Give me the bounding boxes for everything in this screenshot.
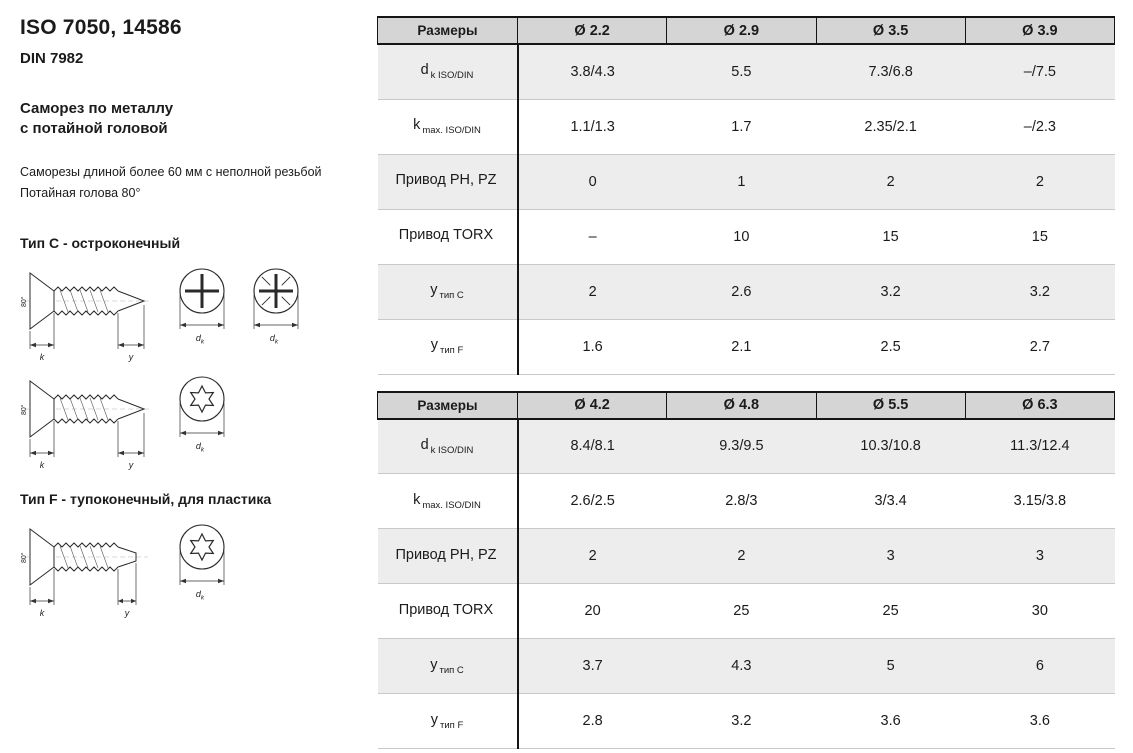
- table-row: [378, 44, 1115, 99]
- dk-dimension-label: [196, 441, 205, 454]
- dk-label-main: d: [269, 333, 275, 344]
- spec-value: 15: [816, 209, 965, 264]
- row-label-sub: тип C: [439, 664, 464, 676]
- row-label: [378, 99, 518, 154]
- product-description: [20, 162, 365, 206]
- type-c-drawing-row-1: [20, 261, 365, 365]
- row-label: [378, 639, 518, 694]
- spec-value: 2: [667, 529, 816, 584]
- spec-value: 10.3/10.8: [816, 419, 965, 474]
- row-label-main: k: [413, 117, 421, 133]
- spec-value: 20: [518, 584, 667, 639]
- row-label-main: y: [430, 282, 438, 298]
- product-name-line1: Саморез по металлу: [20, 100, 174, 117]
- table-header-row: [378, 392, 1115, 419]
- y-dimension-label: y: [124, 608, 130, 619]
- spec-value: –/7.5: [965, 44, 1114, 99]
- row-label-main: Привод PH, PZ: [395, 546, 497, 563]
- row-label-main: Привод TORX: [398, 601, 494, 618]
- row-label-main: d: [420, 62, 429, 79]
- spec-value: 2.6/2.5: [518, 474, 667, 529]
- spec-value: –: [518, 209, 667, 264]
- dk-label-sub: k: [200, 446, 205, 454]
- head-angle-label: 80°: [21, 404, 28, 416]
- left-panel: [20, 14, 365, 749]
- spec-value: 8.4/8.1: [518, 419, 667, 474]
- ph-drive-head-drawing: [170, 261, 234, 353]
- spec-value: 2.8/3: [667, 474, 816, 529]
- spec-table-small-diameters: [377, 16, 1115, 375]
- row-label: [378, 44, 518, 99]
- row-label: [378, 264, 518, 319]
- spec-value: 2.5: [816, 319, 965, 374]
- row-label-sub: k ISO/DIN: [430, 444, 474, 456]
- spec-value: 9.3/9.5: [667, 419, 816, 474]
- spec-value: 3.6: [965, 694, 1114, 749]
- row-label-sub: max. ISO/DIN: [422, 499, 481, 511]
- spec-value: 3.2: [816, 264, 965, 319]
- row-label-main: Привод TORX: [398, 227, 494, 243]
- row-label-main: y: [430, 337, 438, 353]
- dk-label-main: d: [195, 441, 201, 452]
- spec-value: 5: [816, 639, 965, 694]
- dk-label-sub: k: [274, 338, 279, 346]
- spec-value: 0: [518, 154, 667, 209]
- spec-value: 3.15/3.8: [965, 474, 1114, 529]
- row-label: [378, 584, 518, 639]
- row-label: [378, 529, 518, 584]
- spec-value: 3: [965, 529, 1114, 584]
- spec-value: 3.7: [518, 639, 667, 694]
- dk-label-main: d: [195, 333, 201, 344]
- description-line2: Потайная голова 80°: [20, 186, 141, 201]
- spec-value: 15: [965, 209, 1114, 264]
- spec-value: 6: [965, 639, 1114, 694]
- k-dimension-label: k: [39, 352, 45, 363]
- spec-value: –/2.3: [965, 99, 1114, 154]
- table-row: [378, 209, 1115, 264]
- type-f-heading: Тип F - тупоконечный, для пластика: [20, 491, 272, 508]
- spec-value: 2: [518, 264, 667, 319]
- row-label-sub: k ISO/DIN: [430, 70, 474, 82]
- screw-side-drawing-type-c: [20, 261, 160, 365]
- table-header-row: [378, 17, 1115, 44]
- spec-value: 3.2: [965, 264, 1114, 319]
- y-dimension-label: y: [128, 352, 134, 363]
- spec-value: 2: [816, 154, 965, 209]
- head-angle-label: 80°: [21, 552, 28, 564]
- column-header-diameter: Ø 3.5: [816, 17, 965, 44]
- row-label-main: k: [413, 491, 421, 508]
- column-header-diameter: Ø 2.2: [518, 17, 667, 44]
- row-label: [378, 154, 518, 209]
- spec-value: 10: [667, 209, 816, 264]
- product-name: [20, 99, 365, 140]
- spec-value: 1: [667, 154, 816, 209]
- spec-value: 2.1: [667, 319, 816, 374]
- spec-value: 2.8: [518, 694, 667, 749]
- column-header-diameter: Ø 5.5: [816, 392, 965, 419]
- table-row: [378, 474, 1115, 529]
- row-label: [378, 319, 518, 374]
- spec-value: 3.8/4.3: [518, 44, 667, 99]
- torx-drive-head-drawing: [170, 517, 234, 609]
- type-c-drawing-row-2: [20, 369, 365, 473]
- table-header-label: Размеры: [378, 17, 518, 44]
- spec-value: 7.3/6.8: [816, 44, 965, 99]
- row-label-main: y: [430, 711, 438, 728]
- type-c-heading: Тип C - остроконечный: [20, 235, 181, 252]
- table-row: [378, 264, 1115, 319]
- table-row: [378, 99, 1115, 154]
- table-header-label: Размеры: [378, 392, 518, 419]
- row-label: [378, 694, 518, 749]
- spec-value: 1.7: [667, 99, 816, 154]
- dk-label-sub: k: [200, 338, 205, 346]
- k-dimension-label: k: [39, 460, 45, 471]
- row-label-sub: max. ISO/DIN: [422, 125, 481, 136]
- type-f-drawing-row: [20, 517, 365, 621]
- spec-value: 3/3.4: [816, 474, 965, 529]
- table-row: [378, 584, 1115, 639]
- spec-value: 25: [667, 584, 816, 639]
- screw-side-drawing-type-c-torx: [20, 369, 160, 473]
- k-dimension-label: k: [39, 608, 45, 619]
- torx-drive-head-drawing: [170, 369, 234, 461]
- dk-label-sub: k: [200, 594, 205, 602]
- spec-value: 4.3: [667, 639, 816, 694]
- pz-drive-head-drawing: [244, 261, 308, 353]
- table-row: [378, 529, 1115, 584]
- row-label: [378, 209, 518, 264]
- row-label-main: d: [420, 436, 429, 453]
- column-header-diameter: Ø 2.9: [667, 17, 816, 44]
- din-standard: DIN 7982: [20, 50, 84, 67]
- row-label-main: Привод PH, PZ: [395, 172, 497, 188]
- dk-dimension-label: [270, 333, 279, 346]
- spec-value: 30: [965, 584, 1114, 639]
- row-label: [378, 419, 518, 474]
- spec-value: 2.35/2.1: [816, 99, 965, 154]
- row-label-main: y: [430, 656, 438, 673]
- dk-label-main: d: [195, 589, 201, 600]
- column-header-diameter: Ø 4.2: [518, 392, 667, 419]
- spec-value: 3: [816, 529, 965, 584]
- row-label-sub: тип F: [440, 345, 464, 356]
- column-header-diameter: Ø 4.8: [667, 392, 816, 419]
- spec-value: 25: [816, 584, 965, 639]
- spec-table-large-diameters: [377, 391, 1115, 750]
- spec-value: 1.6: [518, 319, 667, 374]
- table-row: [378, 154, 1115, 209]
- table-row: [378, 319, 1115, 374]
- page-title: ISO 7050, 14586: [20, 16, 182, 39]
- table-row: [378, 639, 1115, 694]
- spec-value: 3.6: [816, 694, 965, 749]
- spec-value: 2: [965, 154, 1114, 209]
- spec-value: 2: [518, 529, 667, 584]
- head-angle-label: 80°: [21, 296, 28, 308]
- table-row: [378, 419, 1115, 474]
- spec-value: 2.7: [965, 319, 1114, 374]
- spec-tables-panel: [377, 14, 1115, 749]
- spec-value: 1.1/1.3: [518, 99, 667, 154]
- spec-value: 3.2: [667, 694, 816, 749]
- row-label-sub: тип F: [440, 719, 464, 731]
- dk-dimension-label: [196, 333, 205, 346]
- row-label-sub: тип C: [439, 290, 464, 301]
- column-header-diameter: Ø 6.3: [965, 392, 1114, 419]
- spec-value: 5.5: [667, 44, 816, 99]
- row-label: [378, 474, 518, 529]
- spec-value: 2.6: [667, 264, 816, 319]
- column-header-diameter: Ø 3.9: [965, 17, 1114, 44]
- dk-dimension-label: [196, 589, 205, 602]
- table-row: [378, 694, 1115, 749]
- screw-side-drawing-type-f: [20, 517, 160, 621]
- product-name-line2: с потайной головой: [20, 120, 168, 138]
- y-dimension-label: y: [128, 460, 134, 471]
- spec-value: 11.3/12.4: [965, 419, 1114, 474]
- description-line1: Саморезы длиной более 60 мм с неполной резьбой: [20, 164, 322, 179]
